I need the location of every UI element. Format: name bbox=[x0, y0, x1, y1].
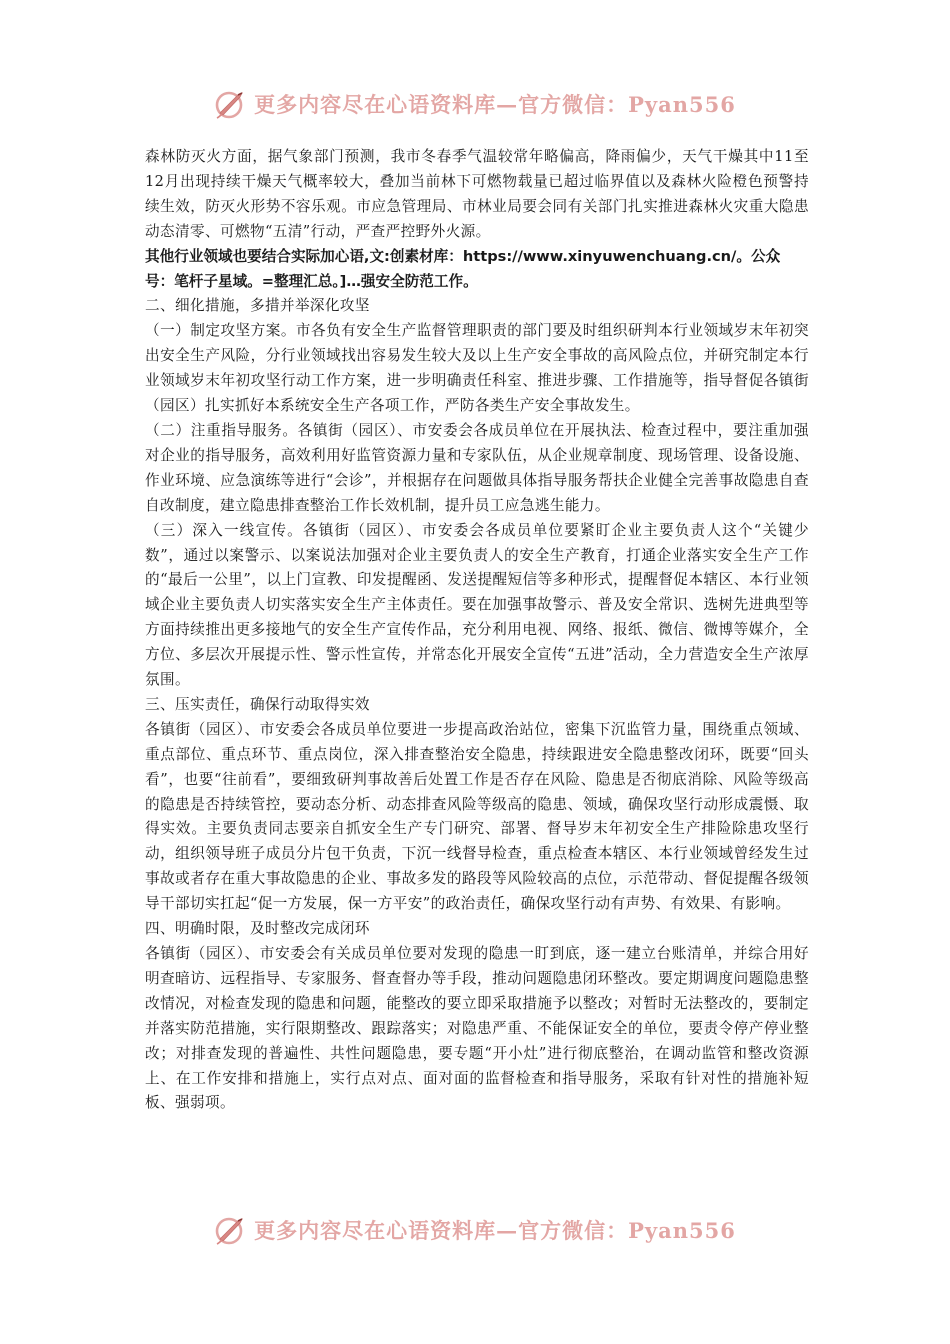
paragraph-publicity: （三）深入一线宣传。各镇街（园区）、市安委会各成员单位要紧盯企业主要负责人这个“关键少数”，通过以案警示、以案说法加强对企业主要负责人的安全生产教育，打通企业落实安全生产工作的“最后一公里”，以上门宣教、印发提醒函、发送提醒短信等多种形式，提醒督促本辖区、本行业领域企业主要负责人切实落实安全生产主体责任。要在加强事故警示、普及安全常识、选树先进典型等方面持续推出更多接地气的安全生产宣传作品，充分利用电视、网络、报纸、微信、微博等媒介，全方位、多层次开展提示性、警示性宣传，并常态化开展安全宣传“五进”活动，全力营造安全生产浓厚氛围。 bbox=[145, 521, 809, 689]
paragraph-rectification: 各镇街（园区）、市安委会有关成员单位要对发现的隐患一盯到底，逐一建立台账清单，并综合用好明查暗访、远程指导、专家服务、督查督办等手段，推动问题隐患闭环整改。要定期调度问题隐患整改情况，对检查发现的隐患和问题，能整改的要立即采取措施予以整改；对暂时无法整改的，要制定并落实防范措施，实行限期整改、跟踪落实；对隐患严重、不能保证安全的单位，要责令停产停业整改；对排查发现的普遍性、共性问题隐患，要专题“开小灶”进行彻底整治，在调动监管和整改资源上、在工作安排和措施上，实行点对点、面对面的监督检查和指导服务，采取有针对性的措施补短板、强弱项。 bbox=[145, 945, 809, 1112]
document-body bbox=[145, 145, 809, 1116]
footer-banner-text: 更多内容尽在心语资料库—官方微信：Pyan556 bbox=[254, 1218, 736, 1243]
pen-logo-icon bbox=[214, 1213, 248, 1247]
header-banner-text: 更多内容尽在心语资料库—官方微信：Pyan556 bbox=[254, 92, 736, 117]
paragraph-forest-fire: 森林防灭火方面，据气象部门预测，我市冬春季气温较常年略偏高，降雨偏少，天气干燥其中11至12月出现持续干燥天气概率较大，叠加当前林下可燃物载量已超过临界值以及森林火险橙色预警持续生效，防灭火形势不容乐观。市应急管理局、市林业局要会同有关部门扎实推进森林火灾重大隐患动态清零、可燃物“五清”行动，严查严控野外火源。 bbox=[145, 148, 809, 240]
section-heading-2: 二、细化措施，多措并举深化攻坚 bbox=[145, 297, 370, 315]
pen-logo-icon bbox=[214, 87, 248, 121]
section-heading-3: 三、压实责任，确保行动取得实效 bbox=[145, 695, 370, 713]
paragraph-responsibility: 各镇街（园区）、市安委会各成员单位要进一步提高政治站位，密集下沉监管力量，围绕重点领域、重点部位、重点环节、重点岗位，深入排查整治安全隐患，持续跟进安全隐患整改闭环，既要“回头看”，也要“往前看”，要细致研判事故善后处置工作是否存在风险、隐患是否彻底消除、风险等级高的隐患是否持续管控，要动态分析、动态排查风险等级高的隐患、领域，确保攻坚行动形成震慑、取得实效。主要负责同志要亲自抓安全生产专门研究、部署、督导岁末年初安全生产排险除患攻坚行动，组织领导班子成员分片包干负责，下沉一线督导检查，重点检查本辖区、本行业领域曾经发生过事故或者存在重大事故隐患的企业、事故多发的路段等风险较高的点位，示范带动、督促提醒各级领导干部切实扛起“促一方发展，保一方平安”的政治责任，确保攻坚行动有声势、有效果、有影响。 bbox=[145, 720, 809, 913]
paragraph-ad-notice: 其他行业领域也要结合实际加心语,文:创素材库：https://www.xinyuwenchuang.cn/。公众号：笔杆子星域。=整理汇总。]…强安全防范工作。 bbox=[145, 247, 781, 290]
paragraph-guidance: （二）注重指导服务。各镇街（园区）、市安委会各成员单位在开展执法、检查过程中，要注重加强对企业的指导服务，高效利用好监管资源力量和专家队伍，从企业规章制度、现场管理、设备设施、作业环境、应急演练等进行“会诊”，并根据存在问题做具体指导服务帮扶企业健全完善事故隐患自查自改制度，建立隐患排查整治工作长效机制，提升员工应急逃生能力。 bbox=[145, 421, 809, 514]
paragraph-plan: （一）制定攻坚方案。市各负有安全生产监督管理职责的部门要及时组织研判本行业领域岁末年初突出安全生产风险，分行业领域找出容易发生较大及以上生产安全事故的高风险点位，并研究制定本行业领域岁末年初攻坚行动工作方案，进一步明确责任科室、推进步骤、工作措施等，指导督促各镇街（园区）扎实抓好本系统安全生产各项工作，严防各类生产安全事故发生。 bbox=[145, 322, 809, 415]
header-banner bbox=[0, 84, 950, 124]
footer-banner bbox=[0, 1210, 950, 1250]
section-heading-4: 四、明确时限，及时整改完成闭环 bbox=[145, 920, 370, 938]
